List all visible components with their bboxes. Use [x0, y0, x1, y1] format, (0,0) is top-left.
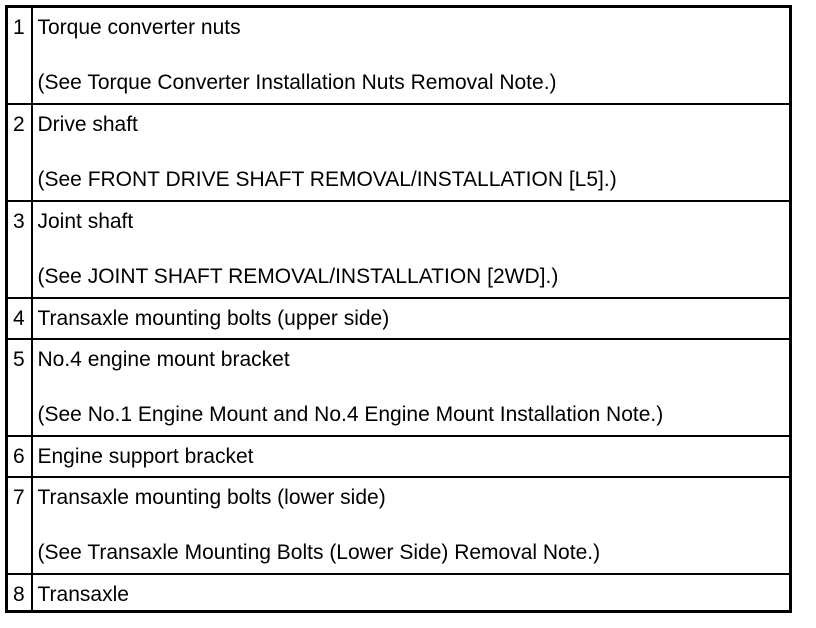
- item-number: 3: [7, 201, 32, 298]
- table-row: [7, 436, 791, 477]
- item-description: [32, 574, 791, 612]
- item-number: 5: [7, 339, 32, 436]
- table-row: [7, 574, 791, 612]
- item-name: Transaxle: [37, 582, 129, 606]
- item-note-link[interactable]: (See No.1 Engine Mount and No.4 Engine Mount Installation Note.): [37, 402, 664, 426]
- table-row: [7, 201, 791, 298]
- item-number: 1: [7, 7, 32, 104]
- item-description: [32, 7, 791, 104]
- item-description: [32, 298, 791, 339]
- item-description: [32, 339, 791, 436]
- table-row: [7, 477, 791, 574]
- item-name: Joint shaft: [37, 209, 134, 233]
- item-number: 8: [7, 574, 32, 612]
- item-number: 7: [7, 477, 32, 574]
- item-description: [32, 436, 791, 477]
- table-row: [7, 104, 791, 201]
- item-name: Transaxle mounting bolts (lower side): [37, 485, 386, 509]
- parts-table: [5, 5, 792, 613]
- table-row: [7, 298, 791, 339]
- item-description: [32, 104, 791, 201]
- item-description: [32, 477, 791, 574]
- item-description: [32, 201, 791, 298]
- item-number: 6: [7, 436, 32, 477]
- item-name: No.4 engine mount bracket: [37, 347, 290, 371]
- item-name: Engine support bracket: [37, 444, 254, 468]
- item-name: Drive shaft: [37, 112, 138, 136]
- item-note-link[interactable]: (See Transaxle Mounting Bolts (Lower Side) Removal Note.): [37, 540, 601, 564]
- item-number: 2: [7, 104, 32, 201]
- item-note-link[interactable]: (See Torque Converter Installation Nuts Removal Note.): [37, 71, 557, 94]
- item-note-link[interactable]: (See JOINT SHAFT REMOVAL/INSTALLATION [2WD].): [37, 264, 559, 288]
- item-name: Torque converter nuts: [37, 16, 241, 39]
- item-name: Transaxle mounting bolts (upper side): [37, 306, 390, 330]
- table-row: [7, 7, 791, 104]
- item-note-link[interactable]: (See FRONT DRIVE SHAFT REMOVAL/INSTALLATION [L5].): [37, 167, 617, 191]
- table-row: [7, 339, 791, 436]
- item-number: 4: [7, 298, 32, 339]
